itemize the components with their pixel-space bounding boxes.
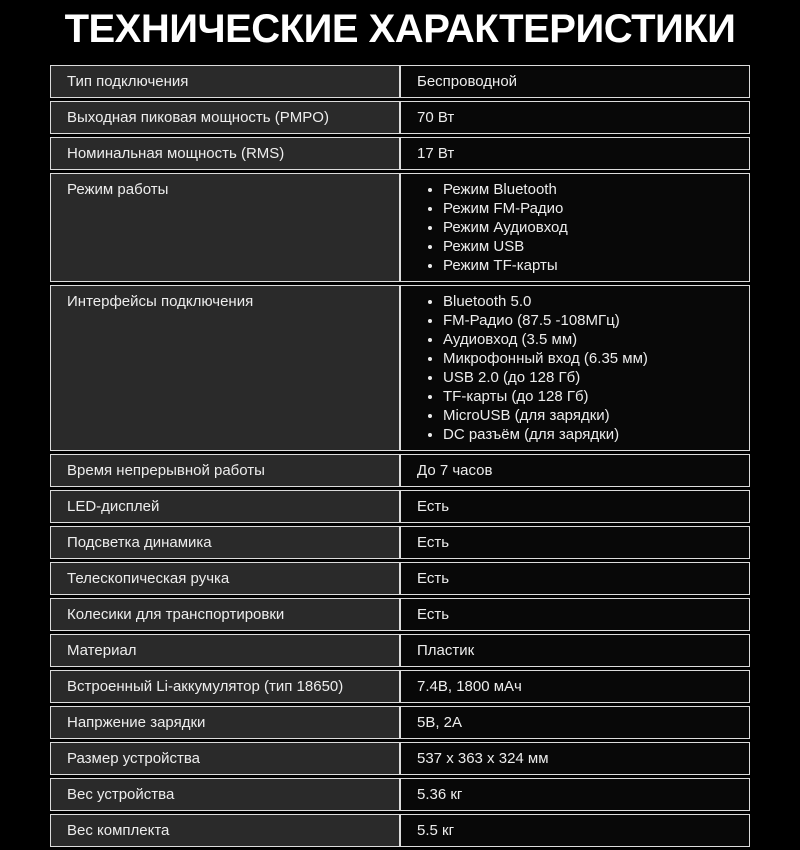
spec-value-item: • DC разъём (для зарядки) xyxy=(443,425,733,444)
page-title: ТЕХНИЧЕСКИЕ ХАРАКТЕРИСТИКИ xyxy=(64,7,736,51)
specs-table xyxy=(50,62,750,850)
spec-value xyxy=(400,173,750,282)
table-row xyxy=(50,562,750,595)
spec-value: Есть xyxy=(400,490,750,523)
table-row xyxy=(50,598,750,631)
spec-label: Интерфейсы подключения xyxy=(50,285,400,451)
spec-value-item: • MicroUSB (для зарядки) xyxy=(443,406,733,425)
spec-value-item: • FM-Радио (87.5 -108МГц) xyxy=(443,311,733,330)
table-row xyxy=(50,101,750,134)
specs-table-body xyxy=(50,65,750,847)
table-row xyxy=(50,65,750,98)
spec-value-item: • Режим Аудиовход xyxy=(443,218,733,237)
spec-label: Размер устройства xyxy=(50,742,400,775)
spec-value: 5.36 кг xyxy=(400,778,750,811)
spec-label: Колесики для транспортировки xyxy=(50,598,400,631)
spec-value-list xyxy=(417,180,733,275)
spec-label: Напржение зарядки xyxy=(50,706,400,739)
table-row xyxy=(50,742,750,775)
table-row xyxy=(50,173,750,282)
spec-label: Время непрерывной работы xyxy=(50,454,400,487)
spec-value: Есть xyxy=(400,562,750,595)
spec-label: Телескопическая ручка xyxy=(50,562,400,595)
spec-value: 70 Вт xyxy=(400,101,750,134)
spec-label: LED-дисплей xyxy=(50,490,400,523)
spec-value-list xyxy=(417,292,733,444)
spec-label: Режим работы xyxy=(50,173,400,282)
spec-value-item: • Режим Bluetooth xyxy=(443,180,733,199)
spec-label: Подсветка динамика xyxy=(50,526,400,559)
spec-value-item: • Микрофонный вход (6.35 мм) xyxy=(443,349,733,368)
table-row xyxy=(50,706,750,739)
spec-value: Есть xyxy=(400,598,750,631)
spec-value: Пластик xyxy=(400,634,750,667)
spec-label: Материал xyxy=(50,634,400,667)
spec-value-item: • Режим TF-карты xyxy=(443,256,733,275)
spec-value: 7.4В, 1800 мАч xyxy=(400,670,750,703)
table-row xyxy=(50,490,750,523)
spec-value-item: • Bluetooth 5.0 xyxy=(443,292,733,311)
spec-label: Выходная пиковая мощность (PMPO) xyxy=(50,101,400,134)
spec-label: Тип подключения xyxy=(50,65,400,98)
spec-value-item: • USB 2.0 (до 128 Гб) xyxy=(443,368,733,387)
spec-value: 17 Вт xyxy=(400,137,750,170)
spec-value: До 7 часов xyxy=(400,454,750,487)
table-row xyxy=(50,285,750,451)
spec-label: Вес комплекта xyxy=(50,814,400,847)
table-row xyxy=(50,526,750,559)
table-row xyxy=(50,137,750,170)
spec-label: Вес устройства xyxy=(50,778,400,811)
table-row xyxy=(50,634,750,667)
spec-value-item: • TF-карты (до 128 Гб) xyxy=(443,387,733,406)
spec-value: 537 x 363 x 324 мм xyxy=(400,742,750,775)
spec-label: Встроенный Li-аккумулятор (тип 18650) xyxy=(50,670,400,703)
spec-value: 5.5 кг xyxy=(400,814,750,847)
spec-value-item: • Режим FM-Радио xyxy=(443,199,733,218)
spec-value: 5В, 2А xyxy=(400,706,750,739)
spec-value-item: • Аудиовход (3.5 мм) xyxy=(443,330,733,349)
spec-label: Номинальная мощность (RMS) xyxy=(50,137,400,170)
spec-value: Беспроводной xyxy=(400,65,750,98)
table-row xyxy=(50,814,750,847)
spec-value-item: • Режим USB xyxy=(443,237,733,256)
table-row xyxy=(50,670,750,703)
table-row xyxy=(50,454,750,487)
table-row xyxy=(50,778,750,811)
page xyxy=(0,4,800,850)
spec-value xyxy=(400,285,750,451)
spec-value: Есть xyxy=(400,526,750,559)
